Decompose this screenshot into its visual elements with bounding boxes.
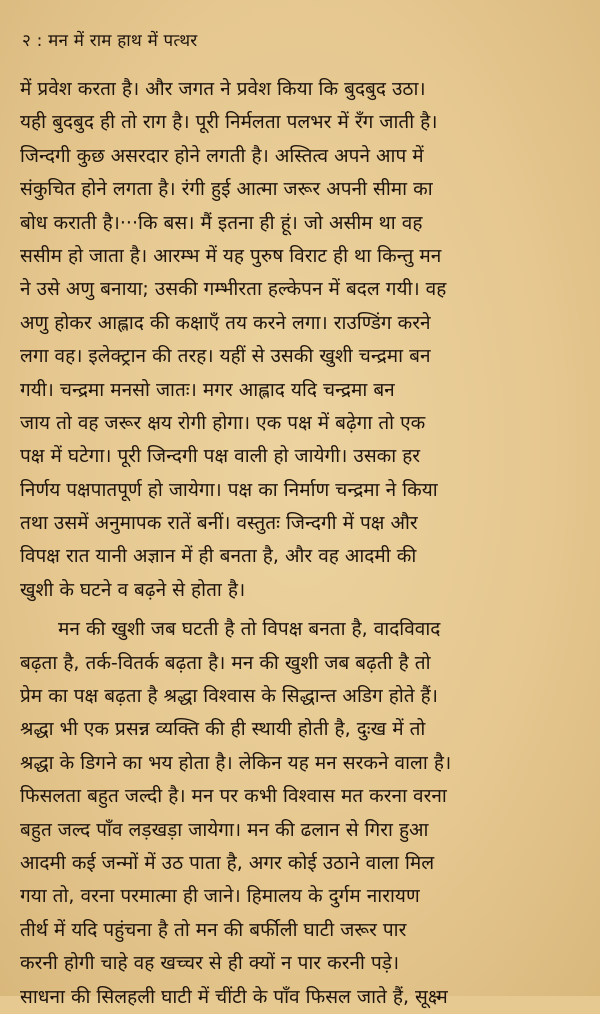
text-line: गया तो, वरना परमात्मा ही जाने। हिमालय के दुर्गम नारायण <box>20 885 420 908</box>
text-line: संकुचित होने लगता है। रंगी हुई आत्मा जरूर अपनी सीमा का <box>20 178 433 201</box>
text-line: यही बुदबुद ही तो राग है। पूरी निर्मलता पलभर में रँग जाती है। <box>20 111 438 134</box>
running-head: २ : मन में राम हाथ में पत्थर <box>22 31 198 51</box>
text-line: पक्ष में घटेगा। पूरी जिन्दगी पक्ष वाली हो जायेगी। उसका हर <box>20 445 421 468</box>
text-line: बहुत जल्द पाँव लड़खड़ा जायेगा। मन की ढलान से गिरा हुआ <box>20 818 429 841</box>
text-line: साधना की सिलहली घाटी में चींटी के पाँव फिसल जाते हैं, सूक्ष्म <box>20 985 448 1008</box>
text-line: खुशी के घटने व बढ़ने से होता है। <box>20 578 246 601</box>
text-line: बोध कराती है।···कि बस। मैं इतना ही हूं। जो असीम था वह <box>20 211 423 234</box>
paragraph-1 <box>20 73 586 607</box>
text-line: प्रेम का पक्ष बढ़ता है श्रद्धा विश्वास के सिद्धान्त अडिग होते हैं। <box>20 685 438 708</box>
text-line: फिसलता बहुत जल्दी है। मन पर कभी विश्वास मत करना वरना <box>20 785 447 808</box>
text-line: लगा वह। इलेक्ट्रान की तरह। यहीं से उसकी खुशी चन्द्रमा बन <box>20 345 431 368</box>
text-line: अणु होकर आह्लाद की कक्षाएँ तय करने लगा। राउण्डिंग करने <box>20 311 431 334</box>
text-line: श्रद्धा भी एक प्रसन्न व्यक्ति की ही स्थायी होती है, दुःख में तो <box>20 718 426 741</box>
text-line: ने उसे अणु बनाया; उसकी गम्भीरता हल्केपन में बदल गयी। वह <box>20 278 447 301</box>
text-line: तथा उसमें अनुमापक रातें बनीं। वस्तुतः जिन्दगी में पक्ष और <box>20 512 418 535</box>
text-line: गयी। चन्द्रमा मनसो जातः। मगर आह्लाद यदि चन्द्रमा बन <box>20 378 395 401</box>
text-line: श्रद्धा के डिगने का भय होता है। लेकिन यह मन सरकने वाला है। <box>20 751 452 774</box>
paragraph-2 <box>20 613 586 1014</box>
text-line: तीर्थ में यदि पहुंचना है तो मन की बर्फीली घाटी जरूर पार <box>20 918 407 941</box>
text-line: निर्णय पक्षपातपूर्ण हो जायेगा। पक्ष का निर्माण चन्द्रमा ने किया <box>20 478 438 501</box>
text-line: जिन्दगी कुछ असरदार होने लगती है। अस्तित्व अपने आप में <box>20 144 424 167</box>
text-line: करनी होगी चाहे वह खच्चर से ही क्यों न पार करनी पड़े। <box>20 952 400 975</box>
text-line: मन की खुशी जब घटती है तो विपक्ष बनता है, वादविवाद <box>58 618 441 641</box>
text-line: बढ़ता है, तर्क-वितर्क बढ़ता है। मन की खुशी जब बढ़ती है तो <box>20 651 431 674</box>
text-line: में प्रवेश करता है। और जगत ने प्रवेश किया कि बुदबुद उठा। <box>20 78 426 100</box>
body-text <box>20 73 586 1014</box>
text-line: आदमी कई जन्मों में उठ पाता है, अगर कोई उठाने वाला मिल <box>20 851 435 874</box>
text-line: विपक्ष रात यानी अज्ञान में ही बनता है, और वह आदमी की <box>20 545 417 568</box>
text-line: ससीम हो जाता है। आरम्भ में यह पुरुष विराट ही था किन्तु मन <box>20 244 442 267</box>
text-line: जाय तो वह जरूर क्षय रोगी होगा। एक पक्ष में बढ़ेगा तो एक <box>20 411 426 434</box>
